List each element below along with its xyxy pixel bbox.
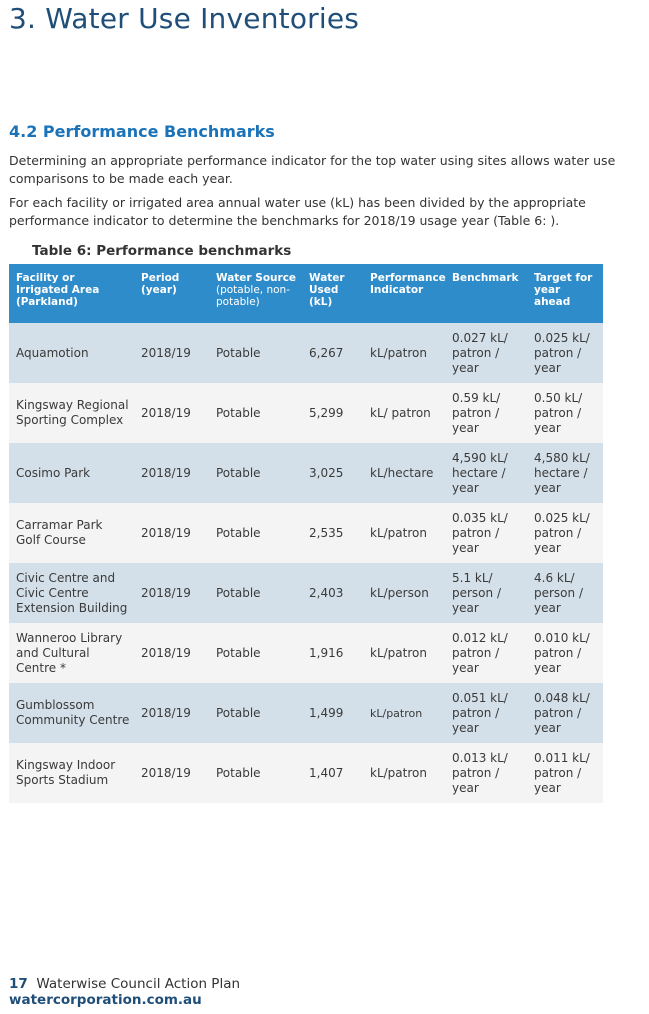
cell-benchmark: 4,590 kL/ hectare / year — [445, 443, 527, 503]
section-heading: 4.2 Performance Benchmarks — [9, 122, 275, 141]
cell-benchmark: 0.035 kL/ patron / year — [445, 503, 527, 563]
cell-indicator: kL/person — [363, 563, 445, 623]
cell-used: 5,299 — [302, 383, 363, 443]
cell-benchmark: 0.013 kL/ patron / year — [445, 743, 527, 803]
cell-used: 2,403 — [302, 563, 363, 623]
cell-facility: Gumblossom Community Centre — [9, 683, 134, 743]
cell-target: 0.010 kL/ patron / year — [527, 623, 603, 683]
cell-period: 2018/19 — [134, 683, 209, 743]
cell-indicator: kL/patron — [363, 323, 445, 383]
table-header-row — [9, 264, 603, 323]
header-water-used: Water Used (kL) — [302, 264, 363, 323]
table-row — [9, 683, 603, 743]
table-row — [9, 743, 603, 803]
cell-target: 4.6 kL/ person / year — [527, 563, 603, 623]
cell-source: Potable — [209, 623, 302, 683]
cell-benchmark: 0.012 kL/ patron / year — [445, 623, 527, 683]
cell-indicator: kL/hectare — [363, 443, 445, 503]
cell-benchmark: 0.051 kL/ patron / year — [445, 683, 527, 743]
footer-doc-line — [9, 976, 240, 992]
cell-used: 6,267 — [302, 323, 363, 383]
cell-used: 1,916 — [302, 623, 363, 683]
cell-facility: Wanneroo Library and Cultural Centre * — [9, 623, 134, 683]
chapter-title: 3. Water Use Inventories — [9, 2, 360, 35]
cell-period: 2018/19 — [134, 563, 209, 623]
cell-used: 1,407 — [302, 743, 363, 803]
cell-period: 2018/19 — [134, 743, 209, 803]
header-facility: Facility or Irrigated Area (Parkland) — [9, 264, 134, 323]
table-row — [9, 623, 603, 683]
table-caption: Table 6: Performance benchmarks — [32, 243, 292, 259]
table-row — [9, 383, 603, 443]
cell-source: Potable — [209, 323, 302, 383]
cell-period: 2018/19 — [134, 323, 209, 383]
cell-facility: Kingsway Regional Sporting Complex — [9, 383, 134, 443]
footer-website-link[interactable]: watercorporation.com.au — [9, 992, 202, 1008]
cell-target: 0.011 kL/ patron / year — [527, 743, 603, 803]
header-water-source-sub: (potable, non-potable) — [216, 284, 290, 308]
cell-source: Potable — [209, 683, 302, 743]
table-row — [9, 563, 603, 623]
cell-source: Potable — [209, 563, 302, 623]
cell-used: 2,535 — [302, 503, 363, 563]
cell-target: 4,580 kL/ hectare / year — [527, 443, 603, 503]
performance-benchmarks-table — [9, 264, 603, 803]
cell-indicator: kL/patron — [363, 683, 445, 743]
cell-facility: Cosimo Park — [9, 443, 134, 503]
header-target: Target for year ahead — [527, 264, 603, 323]
cell-target: 0.025 kL/ patron / year — [527, 503, 603, 563]
cell-benchmark: 0.027 kL/ patron / year — [445, 323, 527, 383]
cell-source: Potable — [209, 443, 302, 503]
header-benchmark: Benchmark — [445, 264, 527, 323]
cell-used: 1,499 — [302, 683, 363, 743]
header-period: Period (year) — [134, 264, 209, 323]
cell-source: Potable — [209, 743, 302, 803]
cell-indicator: kL/patron — [363, 503, 445, 563]
cell-period: 2018/19 — [134, 623, 209, 683]
method-paragraph: For each facility or irrigated area annual water use (kL) has been divided by the appropriate performance indicator to determine the benchmarks for 2018/19 usage year (Table 6: ). — [9, 195, 586, 228]
header-performance-indicator: Performance Indicator — [363, 264, 445, 323]
page-number: 17 — [9, 976, 28, 992]
header-water-source-label: Water Source — [216, 272, 297, 284]
cell-benchmark: 5.1 kL/ person / year — [445, 563, 527, 623]
cell-period: 2018/19 — [134, 503, 209, 563]
cell-target: 0.048 kL/ patron / year — [527, 683, 603, 743]
cell-target: 0.025 kL/ patron / year — [527, 323, 603, 383]
cell-indicator: kL/patron — [363, 743, 445, 803]
table-row — [9, 323, 603, 383]
cell-facility: Carramar Park Golf Course — [9, 503, 134, 563]
table-row — [9, 443, 603, 503]
cell-target: 0.50 kL/ patron / year — [527, 383, 603, 443]
intro-paragraph: Determining an appropriate performance indicator for the top water using sites allows water use comparisons to be made each year. — [9, 153, 616, 186]
cell-source: Potable — [209, 383, 302, 443]
cell-used: 3,025 — [302, 443, 363, 503]
cell-indicator: kL/patron — [363, 623, 445, 683]
cell-period: 2018/19 — [134, 383, 209, 443]
cell-facility: Aquamotion — [9, 323, 134, 383]
header-water-source — [209, 264, 302, 323]
cell-indicator: kL/ patron — [363, 383, 445, 443]
cell-facility: Civic Centre and Civic Centre Extension Building — [9, 563, 134, 623]
cell-benchmark: 0.59 kL/ patron / year — [445, 383, 527, 443]
cell-period: 2018/19 — [134, 443, 209, 503]
footer-doc-title: Waterwise Council Action Plan — [36, 976, 241, 992]
table-row — [9, 503, 603, 563]
cell-facility: Kingsway Indoor Sports Stadium — [9, 743, 134, 803]
cell-source: Potable — [209, 503, 302, 563]
